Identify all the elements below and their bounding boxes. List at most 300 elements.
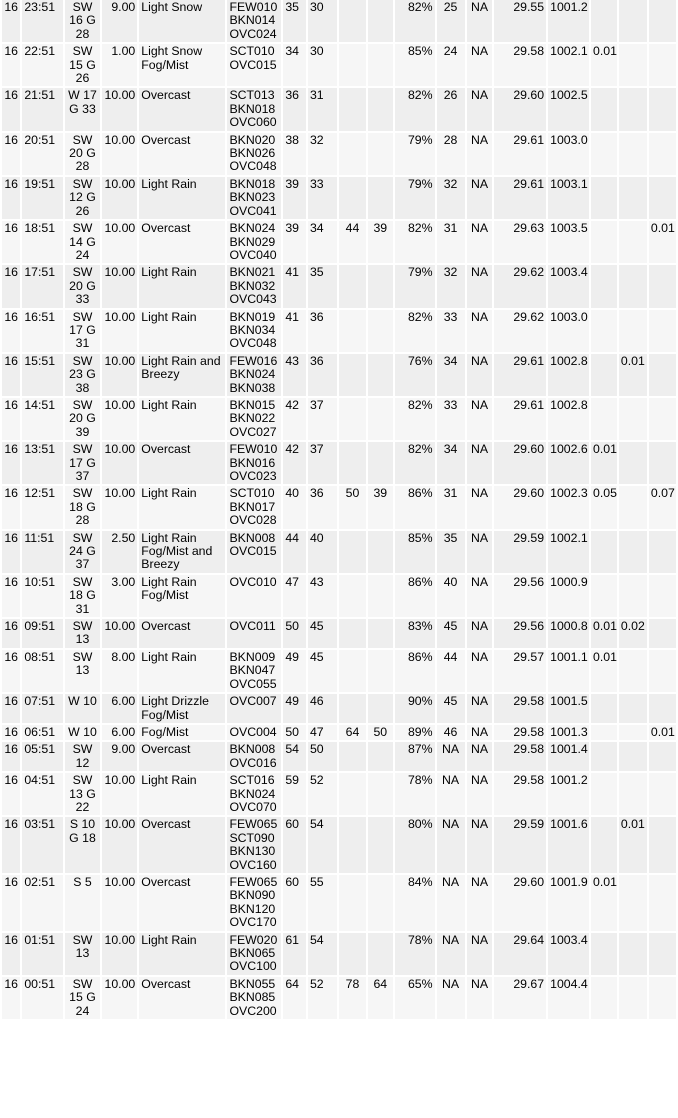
time-cell: 12:51 bbox=[22, 486, 63, 528]
precip-1hr-cell bbox=[591, 742, 617, 771]
visibility-cell: 10.00 bbox=[102, 773, 138, 815]
precip-6hr-cell bbox=[649, 88, 676, 130]
visibility-cell: 6.00 bbox=[102, 725, 138, 740]
precip-1hr-cell bbox=[591, 694, 617, 723]
altimeter-cell: 29.55 bbox=[494, 0, 546, 42]
altimeter-cell: 29.56 bbox=[494, 619, 546, 648]
heat-index-cell: NA bbox=[467, 725, 493, 740]
max-6hr-cell bbox=[339, 310, 366, 352]
weather-cell: Light Rain bbox=[139, 650, 225, 692]
wind-chill-cell: 45 bbox=[437, 619, 465, 648]
precip-3hr-cell bbox=[619, 398, 647, 440]
wind-cell: SW 16 G 28 bbox=[65, 0, 99, 42]
visibility-cell: 9.00 bbox=[102, 0, 138, 42]
relative-humidity-cell: 80% bbox=[395, 817, 435, 873]
table-row bbox=[2, 725, 676, 740]
sky-condition-cell: BKN015 BKN022 OVC027 bbox=[227, 398, 281, 440]
visibility-cell: 10.00 bbox=[102, 442, 138, 484]
relative-humidity-cell: 78% bbox=[395, 773, 435, 815]
sky-condition-cell: SCT016 BKN024 OVC070 bbox=[227, 773, 281, 815]
heat-index-cell: NA bbox=[467, 133, 493, 175]
time-cell: 02:51 bbox=[22, 875, 63, 931]
precip-3hr-cell bbox=[619, 650, 647, 692]
visibility-cell: 10.00 bbox=[102, 486, 138, 528]
dewpoint-cell: 30 bbox=[308, 44, 337, 86]
weather-cell: Overcast bbox=[139, 88, 225, 130]
wind-cell: SW 20 G 28 bbox=[65, 133, 99, 175]
precip-1hr-cell bbox=[591, 725, 617, 740]
precip-1hr-cell bbox=[591, 310, 617, 352]
date-cell: 16 bbox=[2, 694, 20, 723]
sky-condition-cell: OVC010 bbox=[227, 575, 281, 617]
visibility-cell: 10.00 bbox=[102, 88, 138, 130]
weather-cell: Light Rain Fog/Mist and Breezy bbox=[139, 531, 225, 573]
air-temp-cell: 40 bbox=[283, 486, 306, 528]
wind-cell: S 5 bbox=[65, 875, 99, 931]
sky-condition-cell: OVC011 bbox=[227, 619, 281, 648]
max-6hr-cell bbox=[339, 773, 366, 815]
precip-1hr-cell bbox=[591, 265, 617, 307]
min-6hr-cell bbox=[368, 575, 393, 617]
date-cell: 16 bbox=[2, 977, 20, 1019]
air-temp-cell: 59 bbox=[283, 773, 306, 815]
precip-6hr-cell bbox=[649, 694, 676, 723]
dewpoint-cell: 45 bbox=[308, 619, 337, 648]
air-temp-cell: 39 bbox=[283, 177, 306, 219]
max-6hr-cell bbox=[339, 88, 366, 130]
altimeter-cell: 29.59 bbox=[494, 817, 546, 873]
table-row bbox=[2, 486, 676, 528]
wind-chill-cell: 46 bbox=[437, 725, 465, 740]
max-6hr-cell bbox=[339, 933, 366, 975]
heat-index-cell: NA bbox=[467, 177, 493, 219]
heat-index-cell: NA bbox=[467, 354, 493, 396]
precip-6hr-cell bbox=[649, 0, 676, 42]
wind-cell: SW 15 G 24 bbox=[65, 977, 99, 1019]
min-6hr-cell: 64 bbox=[368, 977, 393, 1019]
visibility-cell: 10.00 bbox=[102, 177, 138, 219]
dewpoint-cell: 40 bbox=[308, 531, 337, 573]
sea-level-pressure-cell: 1002.3 bbox=[548, 486, 589, 528]
date-cell: 16 bbox=[2, 875, 20, 931]
relative-humidity-cell: 79% bbox=[395, 177, 435, 219]
precip-6hr-cell bbox=[649, 773, 676, 815]
sky-condition-cell: BKN019 BKN034 OVC048 bbox=[227, 310, 281, 352]
wind-cell: SW 13 G 22 bbox=[65, 773, 99, 815]
visibility-cell: 6.00 bbox=[102, 694, 138, 723]
sky-condition-cell: BKN009 BKN047 OVC055 bbox=[227, 650, 281, 692]
sky-condition-cell: BKN008 OVC015 bbox=[227, 531, 281, 573]
precip-6hr-cell bbox=[649, 442, 676, 484]
sky-condition-cell: BKN008 OVC016 bbox=[227, 742, 281, 771]
precip-3hr-cell bbox=[619, 742, 647, 771]
wind-cell: SW 17 G 37 bbox=[65, 442, 99, 484]
altimeter-cell: 29.58 bbox=[494, 773, 546, 815]
date-cell: 16 bbox=[2, 0, 20, 42]
sea-level-pressure-cell: 1002.8 bbox=[548, 398, 589, 440]
relative-humidity-cell: 85% bbox=[395, 44, 435, 86]
relative-humidity-cell: 87% bbox=[395, 742, 435, 771]
air-temp-cell: 38 bbox=[283, 133, 306, 175]
precip-1hr-cell bbox=[591, 575, 617, 617]
relative-humidity-cell: 82% bbox=[395, 221, 435, 263]
max-6hr-cell: 78 bbox=[339, 977, 366, 1019]
dewpoint-cell: 46 bbox=[308, 694, 337, 723]
table-row bbox=[2, 619, 676, 648]
max-6hr-cell bbox=[339, 650, 366, 692]
precip-3hr-cell: 0.01 bbox=[619, 354, 647, 396]
altimeter-cell: 29.60 bbox=[494, 88, 546, 130]
heat-index-cell: NA bbox=[467, 773, 493, 815]
precip-3hr-cell bbox=[619, 575, 647, 617]
precip-6hr-cell bbox=[649, 875, 676, 931]
date-cell: 16 bbox=[2, 933, 20, 975]
time-cell: 03:51 bbox=[22, 817, 63, 873]
sea-level-pressure-cell: 1002.1 bbox=[548, 531, 589, 573]
precip-6hr-cell bbox=[649, 133, 676, 175]
wind-cell: SW 18 G 28 bbox=[65, 486, 99, 528]
date-cell: 16 bbox=[2, 619, 20, 648]
altimeter-cell: 29.61 bbox=[494, 354, 546, 396]
precip-3hr-cell bbox=[619, 265, 647, 307]
wind-cell: SW 15 G 26 bbox=[65, 44, 99, 86]
visibility-cell: 10.00 bbox=[102, 398, 138, 440]
air-temp-cell: 49 bbox=[283, 650, 306, 692]
wind-chill-cell: NA bbox=[437, 742, 465, 771]
dewpoint-cell: 36 bbox=[308, 486, 337, 528]
air-temp-cell: 60 bbox=[283, 817, 306, 873]
precip-3hr-cell bbox=[619, 875, 647, 931]
max-6hr-cell bbox=[339, 442, 366, 484]
date-cell: 16 bbox=[2, 725, 20, 740]
time-cell: 01:51 bbox=[22, 933, 63, 975]
dewpoint-cell: 30 bbox=[308, 0, 337, 42]
time-cell: 23:51 bbox=[22, 0, 63, 42]
heat-index-cell: NA bbox=[467, 575, 493, 617]
max-6hr-cell bbox=[339, 619, 366, 648]
air-temp-cell: 35 bbox=[283, 0, 306, 42]
altimeter-cell: 29.58 bbox=[494, 742, 546, 771]
precip-6hr-cell bbox=[649, 575, 676, 617]
precip-3hr-cell bbox=[619, 933, 647, 975]
precip-6hr-cell bbox=[649, 44, 676, 86]
precip-1hr-cell: 0.01 bbox=[591, 619, 617, 648]
date-cell: 16 bbox=[2, 221, 20, 263]
wind-chill-cell: 25 bbox=[437, 0, 465, 42]
table-row bbox=[2, 265, 676, 307]
table-row bbox=[2, 977, 676, 1019]
max-6hr-cell bbox=[339, 531, 366, 573]
visibility-cell: 10.00 bbox=[102, 933, 138, 975]
precip-1hr-cell bbox=[591, 817, 617, 873]
visibility-cell: 10.00 bbox=[102, 977, 138, 1019]
table-row bbox=[2, 221, 676, 263]
sea-level-pressure-cell: 1002.6 bbox=[548, 442, 589, 484]
precip-1hr-cell: 0.05 bbox=[591, 486, 617, 528]
wind-chill-cell: 44 bbox=[437, 650, 465, 692]
min-6hr-cell: 39 bbox=[368, 486, 393, 528]
heat-index-cell: NA bbox=[467, 442, 493, 484]
altimeter-cell: 29.58 bbox=[494, 44, 546, 86]
weather-cell: Overcast bbox=[139, 742, 225, 771]
altimeter-cell: 29.60 bbox=[494, 486, 546, 528]
sea-level-pressure-cell: 1003.5 bbox=[548, 221, 589, 263]
visibility-cell: 10.00 bbox=[102, 817, 138, 873]
air-temp-cell: 39 bbox=[283, 221, 306, 263]
sky-condition-cell: SCT013 BKN018 OVC060 bbox=[227, 88, 281, 130]
visibility-cell: 8.00 bbox=[102, 650, 138, 692]
precip-1hr-cell: 0.01 bbox=[591, 875, 617, 931]
weather-cell: Light Rain and Breezy bbox=[139, 354, 225, 396]
altimeter-cell: 29.58 bbox=[494, 725, 546, 740]
min-6hr-cell bbox=[368, 265, 393, 307]
air-temp-cell: 50 bbox=[283, 725, 306, 740]
weather-cell: Light Rain bbox=[139, 933, 225, 975]
weather-cell: Light Rain bbox=[139, 398, 225, 440]
time-cell: 21:51 bbox=[22, 88, 63, 130]
date-cell: 16 bbox=[2, 742, 20, 771]
table-row bbox=[2, 354, 676, 396]
table-row bbox=[2, 44, 676, 86]
sky-condition-cell: FEW065 SCT090 BKN130 OVC160 bbox=[227, 817, 281, 873]
date-cell: 16 bbox=[2, 486, 20, 528]
precip-1hr-cell: 0.01 bbox=[591, 44, 617, 86]
time-cell: 04:51 bbox=[22, 773, 63, 815]
heat-index-cell: NA bbox=[467, 398, 493, 440]
air-temp-cell: 41 bbox=[283, 310, 306, 352]
min-6hr-cell bbox=[368, 817, 393, 873]
relative-humidity-cell: 86% bbox=[395, 650, 435, 692]
table-row bbox=[2, 650, 676, 692]
weather-cell: Fog/Mist bbox=[139, 725, 225, 740]
weather-cell: Overcast bbox=[139, 817, 225, 873]
table-row bbox=[2, 133, 676, 175]
date-cell: 16 bbox=[2, 177, 20, 219]
precip-1hr-cell bbox=[591, 221, 617, 263]
table-row bbox=[2, 531, 676, 573]
sky-condition-cell: FEW016 BKN024 BKN038 bbox=[227, 354, 281, 396]
precip-1hr-cell bbox=[591, 354, 617, 396]
precip-3hr-cell bbox=[619, 88, 647, 130]
min-6hr-cell bbox=[368, 44, 393, 86]
heat-index-cell: NA bbox=[467, 88, 493, 130]
max-6hr-cell bbox=[339, 133, 366, 175]
relative-humidity-cell: 85% bbox=[395, 531, 435, 573]
air-temp-cell: 47 bbox=[283, 575, 306, 617]
precip-1hr-cell: 0.01 bbox=[591, 442, 617, 484]
weather-cell: Overcast bbox=[139, 442, 225, 484]
precip-3hr-cell: 0.01 bbox=[619, 817, 647, 873]
table-row bbox=[2, 398, 676, 440]
sky-condition-cell: SCT010 OVC015 bbox=[227, 44, 281, 86]
dewpoint-cell: 36 bbox=[308, 310, 337, 352]
precip-1hr-cell bbox=[591, 531, 617, 573]
weather-cell: Overcast bbox=[139, 221, 225, 263]
altimeter-cell: 29.57 bbox=[494, 650, 546, 692]
precip-3hr-cell: 0.02 bbox=[619, 619, 647, 648]
weather-cell: Light Drizzle Fog/Mist bbox=[139, 694, 225, 723]
time-cell: 00:51 bbox=[22, 977, 63, 1019]
sea-level-pressure-cell: 1004.4 bbox=[548, 977, 589, 1019]
max-6hr-cell bbox=[339, 354, 366, 396]
wind-chill-cell: NA bbox=[437, 933, 465, 975]
sea-level-pressure-cell: 1003.0 bbox=[548, 310, 589, 352]
dewpoint-cell: 33 bbox=[308, 177, 337, 219]
table-row bbox=[2, 742, 676, 771]
precip-1hr-cell bbox=[591, 977, 617, 1019]
table-row bbox=[2, 875, 676, 931]
time-cell: 05:51 bbox=[22, 742, 63, 771]
precip-3hr-cell bbox=[619, 773, 647, 815]
wind-chill-cell: 32 bbox=[437, 265, 465, 307]
table-row bbox=[2, 773, 676, 815]
visibility-cell: 1.00 bbox=[102, 44, 138, 86]
max-6hr-cell bbox=[339, 742, 366, 771]
heat-index-cell: NA bbox=[467, 0, 493, 42]
precip-6hr-cell bbox=[649, 310, 676, 352]
air-temp-cell: 36 bbox=[283, 88, 306, 130]
relative-humidity-cell: 82% bbox=[395, 88, 435, 130]
precip-3hr-cell bbox=[619, 442, 647, 484]
air-temp-cell: 34 bbox=[283, 44, 306, 86]
min-6hr-cell bbox=[368, 694, 393, 723]
wind-chill-cell: NA bbox=[437, 817, 465, 873]
heat-index-cell: NA bbox=[467, 619, 493, 648]
min-6hr-cell bbox=[368, 531, 393, 573]
sky-condition-cell: FEW020 BKN065 OVC100 bbox=[227, 933, 281, 975]
heat-index-cell: NA bbox=[467, 221, 493, 263]
precip-1hr-cell bbox=[591, 133, 617, 175]
wind-chill-cell: NA bbox=[437, 977, 465, 1019]
time-cell: 09:51 bbox=[22, 619, 63, 648]
date-cell: 16 bbox=[2, 310, 20, 352]
precip-1hr-cell bbox=[591, 398, 617, 440]
sky-condition-cell: OVC004 bbox=[227, 725, 281, 740]
precip-3hr-cell bbox=[619, 0, 647, 42]
sky-condition-cell: FEW010 BKN014 OVC024 bbox=[227, 0, 281, 42]
precip-6hr-cell bbox=[649, 742, 676, 771]
wind-cell: SW 13 bbox=[65, 619, 99, 648]
min-6hr-cell: 39 bbox=[368, 221, 393, 263]
wind-chill-cell: 34 bbox=[437, 442, 465, 484]
altimeter-cell: 29.59 bbox=[494, 531, 546, 573]
relative-humidity-cell: 84% bbox=[395, 875, 435, 931]
heat-index-cell: NA bbox=[467, 486, 493, 528]
precip-3hr-cell bbox=[619, 486, 647, 528]
relative-humidity-cell: 82% bbox=[395, 0, 435, 42]
altimeter-cell: 29.56 bbox=[494, 575, 546, 617]
max-6hr-cell bbox=[339, 817, 366, 873]
air-temp-cell: 44 bbox=[283, 531, 306, 573]
wind-chill-cell: 35 bbox=[437, 531, 465, 573]
weather-cell: Overcast bbox=[139, 133, 225, 175]
min-6hr-cell bbox=[368, 442, 393, 484]
relative-humidity-cell: 86% bbox=[395, 575, 435, 617]
weather-cell: Overcast bbox=[139, 977, 225, 1019]
precip-3hr-cell bbox=[619, 531, 647, 573]
wind-chill-cell: 34 bbox=[437, 354, 465, 396]
precip-6hr-cell bbox=[649, 933, 676, 975]
heat-index-cell: NA bbox=[467, 531, 493, 573]
wind-cell: S 10 G 18 bbox=[65, 817, 99, 873]
date-cell: 16 bbox=[2, 773, 20, 815]
wind-cell: SW 20 G 39 bbox=[65, 398, 99, 440]
relative-humidity-cell: 90% bbox=[395, 694, 435, 723]
dewpoint-cell: 34 bbox=[308, 221, 337, 263]
table-row bbox=[2, 310, 676, 352]
sea-level-pressure-cell: 1002.1 bbox=[548, 44, 589, 86]
altimeter-cell: 29.60 bbox=[494, 442, 546, 484]
precip-6hr-cell bbox=[649, 265, 676, 307]
precip-6hr-cell: 0.07 bbox=[649, 486, 676, 528]
weather-cell: Light Rain bbox=[139, 265, 225, 307]
sky-condition-cell: FEW065 BKN090 BKN120 OVC170 bbox=[227, 875, 281, 931]
altimeter-cell: 29.60 bbox=[494, 875, 546, 931]
weather-cell: Overcast bbox=[139, 619, 225, 648]
sea-level-pressure-cell: 1000.8 bbox=[548, 619, 589, 648]
min-6hr-cell bbox=[368, 398, 393, 440]
max-6hr-cell bbox=[339, 694, 366, 723]
time-cell: 10:51 bbox=[22, 575, 63, 617]
max-6hr-cell: 50 bbox=[339, 486, 366, 528]
wind-cell: SW 13 bbox=[65, 933, 99, 975]
table-row bbox=[2, 575, 676, 617]
dewpoint-cell: 37 bbox=[308, 442, 337, 484]
max-6hr-cell: 44 bbox=[339, 221, 366, 263]
air-temp-cell: 64 bbox=[283, 977, 306, 1019]
heat-index-cell: NA bbox=[467, 310, 493, 352]
heat-index-cell: NA bbox=[467, 265, 493, 307]
min-6hr-cell bbox=[368, 354, 393, 396]
sky-condition-cell: BKN055 BKN085 OVC200 bbox=[227, 977, 281, 1019]
precip-6hr-cell bbox=[649, 977, 676, 1019]
max-6hr-cell bbox=[339, 177, 366, 219]
dewpoint-cell: 54 bbox=[308, 817, 337, 873]
relative-humidity-cell: 82% bbox=[395, 442, 435, 484]
wind-cell: W 17 G 33 bbox=[65, 88, 99, 130]
visibility-cell: 10.00 bbox=[102, 221, 138, 263]
precip-6hr-cell bbox=[649, 531, 676, 573]
precip-6hr-cell bbox=[649, 650, 676, 692]
max-6hr-cell bbox=[339, 265, 366, 307]
weather-cell: Light Snow bbox=[139, 0, 225, 42]
date-cell: 16 bbox=[2, 44, 20, 86]
wind-chill-cell: 24 bbox=[437, 44, 465, 86]
altimeter-cell: 29.64 bbox=[494, 933, 546, 975]
visibility-cell: 3.00 bbox=[102, 575, 138, 617]
time-cell: 20:51 bbox=[22, 133, 63, 175]
time-cell: 19:51 bbox=[22, 177, 63, 219]
min-6hr-cell bbox=[368, 133, 393, 175]
relative-humidity-cell: 78% bbox=[395, 933, 435, 975]
date-cell: 16 bbox=[2, 398, 20, 440]
dewpoint-cell: 43 bbox=[308, 575, 337, 617]
sea-level-pressure-cell: 1003.4 bbox=[548, 265, 589, 307]
max-6hr-cell bbox=[339, 575, 366, 617]
wind-cell: W 10 bbox=[65, 725, 99, 740]
precip-1hr-cell: 0.01 bbox=[591, 650, 617, 692]
precip-6hr-cell: 0.01 bbox=[650, 724, 675, 739]
wind-cell: SW 14 G 24 bbox=[65, 221, 99, 263]
observations-body bbox=[2, 0, 676, 1019]
date-cell: 16 bbox=[2, 442, 20, 484]
dewpoint-cell: 52 bbox=[308, 773, 337, 815]
wind-chill-cell: 40 bbox=[437, 575, 465, 617]
min-6hr-cell bbox=[368, 875, 393, 931]
dewpoint-cell: 37 bbox=[308, 398, 337, 440]
air-temp-cell: 42 bbox=[283, 442, 306, 484]
wind-cell: SW 23 G 38 bbox=[65, 354, 99, 396]
